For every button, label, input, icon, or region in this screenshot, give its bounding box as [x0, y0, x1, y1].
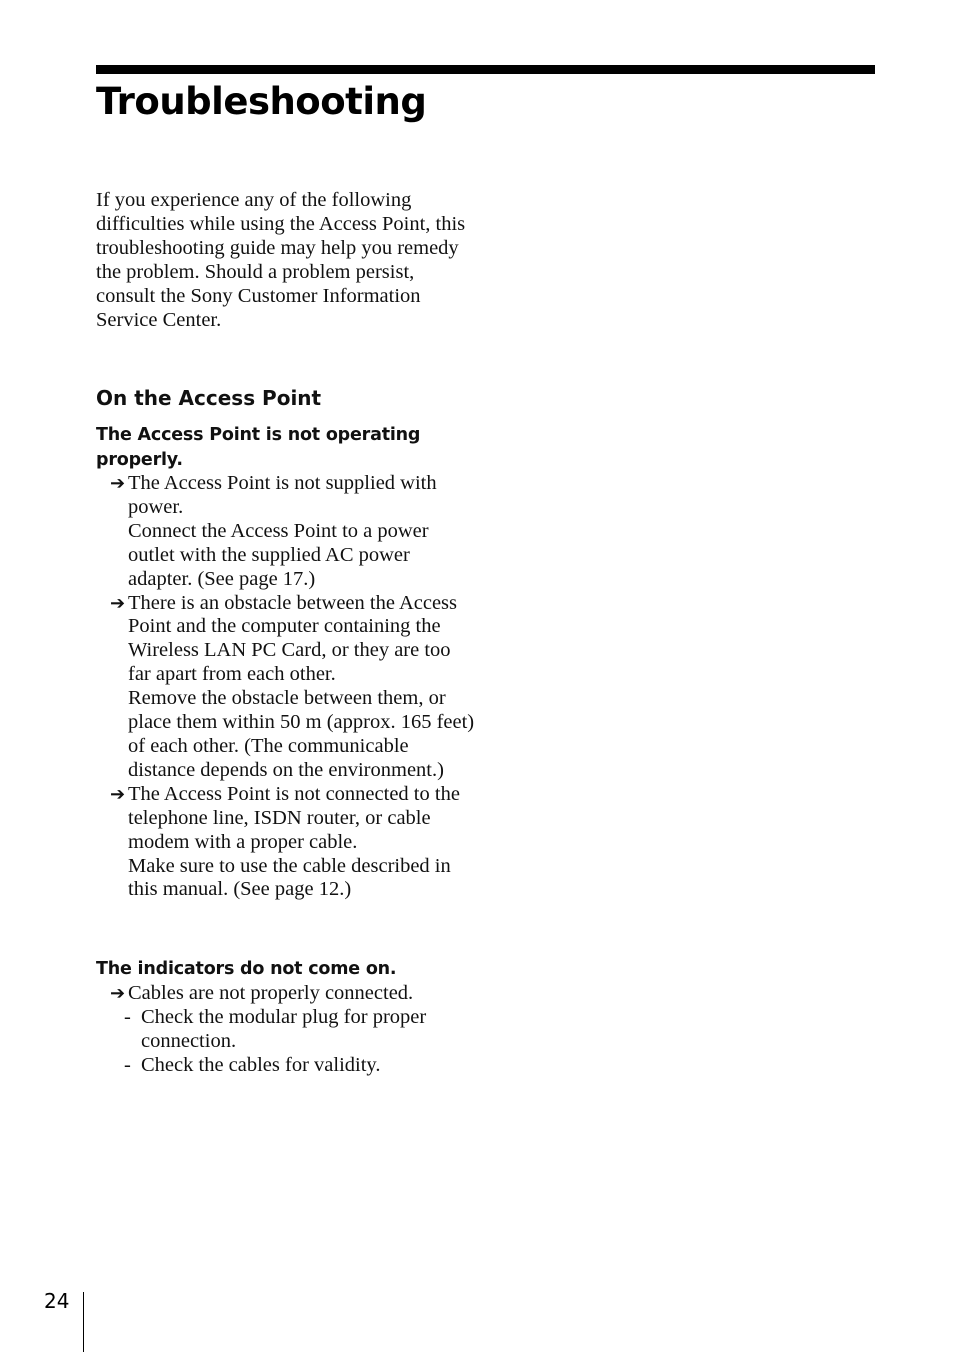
- check-text: Check the modular plug for proper connection.: [141, 1005, 427, 1052]
- page-number-rule: [83, 1292, 84, 1352]
- check-item: [96, 1006, 476, 1054]
- arrow-right-icon: ➔: [110, 783, 126, 804]
- list-item: [96, 472, 476, 592]
- list-item: [96, 783, 476, 903]
- check-item: [96, 1054, 476, 1078]
- arrow-right-icon: ➔: [110, 473, 126, 493]
- remedy-text: Connect the Access Point to a power outlet with the supplied AC power adapter. (See page 17.): [128, 519, 429, 590]
- problem-2-causes: [96, 982, 476, 1078]
- page-number: 24: [44, 1289, 70, 1313]
- problem-heading: The indicators do not come on.: [96, 959, 397, 979]
- section-heading: On the Access Point: [96, 386, 322, 410]
- remedy-text: Remove the obstacle between them, or place them within 50 m (approx. 165 feet) of each other. (The communicable distance depends on the environment.): [128, 687, 475, 781]
- cause-text: The Access Point is not supplied with power.: [128, 472, 437, 518]
- arrow-right-icon: ➔: [110, 592, 126, 613]
- list-item: [96, 592, 476, 783]
- list-item: [96, 982, 476, 1006]
- problem-1-causes: [96, 472, 476, 902]
- arrow-right-icon: ➔: [110, 983, 126, 1003]
- title-rule: [96, 65, 875, 74]
- page-title: Troubleshooting: [96, 80, 427, 123]
- cause-text: Cables are not properly connected.: [128, 982, 414, 1004]
- cause-text: There is an obstacle between the Access Point and the computer containing the Wireless LAN PC Card, or they are too far apart from each other.: [128, 591, 458, 686]
- intro-paragraph: If you experience any of the following difficulties while using the Access Point, this troubleshooting guide may help you remedy the problem. Should a problem persist, consult the Sony Customer Information Service Center.: [96, 189, 466, 331]
- dash-bullet: -: [124, 1005, 131, 1028]
- remedy-text: Make sure to use the cable described in this manual. (See page 12.): [128, 854, 451, 901]
- problem-heading: The Access Point is not operating properly.: [96, 425, 421, 470]
- dash-bullet: -: [124, 1053, 131, 1076]
- cause-text: The Access Point is not connected to the telephone line, ISDN router, or cable modem with a proper cable.: [128, 782, 460, 853]
- check-text: Check the cables for validity.: [141, 1053, 381, 1076]
